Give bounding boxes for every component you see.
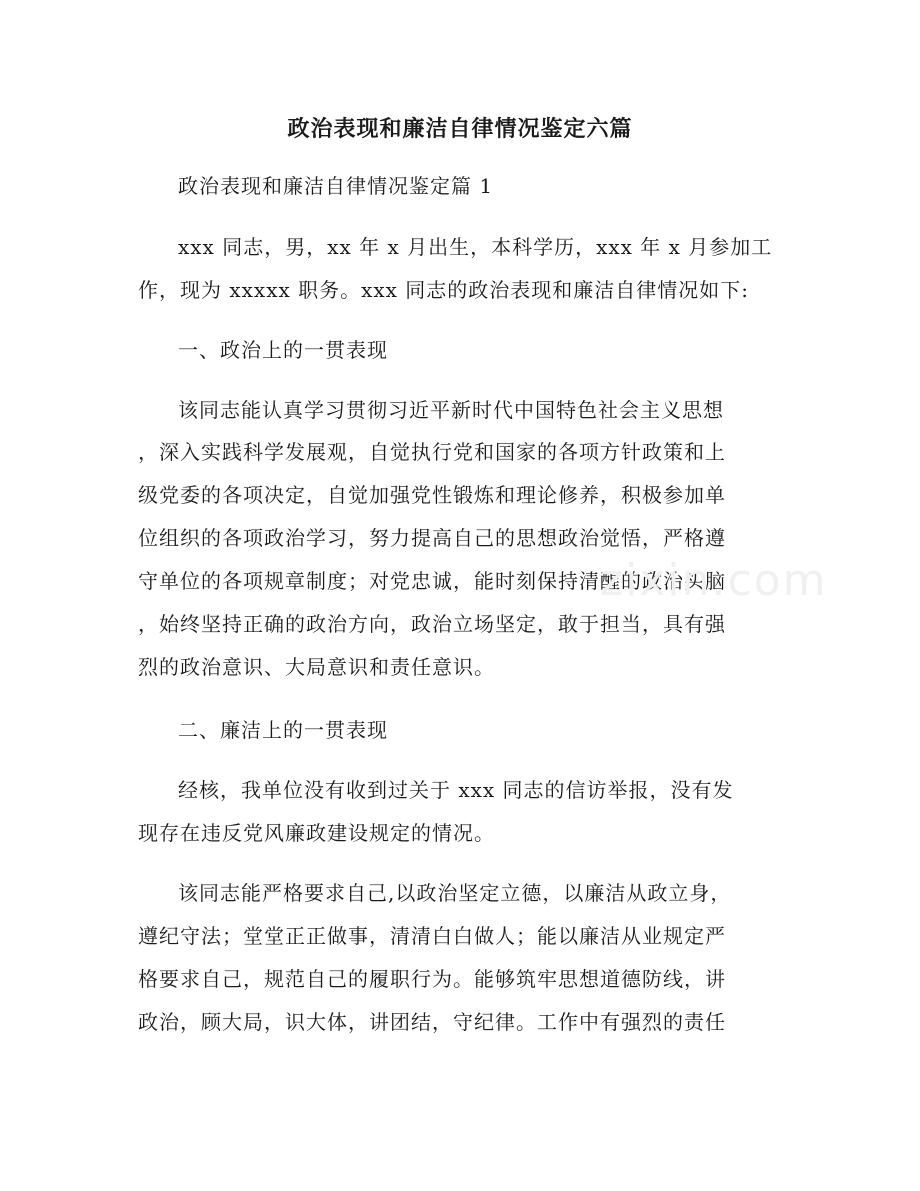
paragraph-line: 作，现为 xxxxx 职务。xxx 同志的政治表现和廉洁自律情况如下: bbox=[138, 278, 750, 302]
paragraph-line: 烈的政治意识、大局意识和责任意识。 bbox=[138, 655, 495, 679]
watermark: zixin.com bbox=[600, 555, 828, 606]
document-title: 政治表现和廉洁自律情况鉴定六篇 bbox=[287, 116, 633, 142]
section-heading: 政治表现和廉洁自律情况鉴定篇 1 bbox=[178, 174, 494, 198]
paragraph-line: 级党委的各项决定，自觉加强党性锻炼和理论修养，积极参加单 bbox=[138, 483, 726, 507]
paragraph-line: 政治，顾大局，识大体，讲团结，守纪律。工作中有强烈的责任 bbox=[138, 1010, 726, 1034]
subheading-integrity: 二、廉洁上的一贯表现 bbox=[178, 718, 388, 742]
paragraph-line: 经核，我单位没有收到过关于 xxx 同志的信访举报，没有发 bbox=[178, 778, 734, 802]
paragraph-line: ，深入实践科学发展观，自觉执行党和国家的各项方针政策和上 bbox=[138, 440, 726, 464]
paragraph-line: xxx 同志，男，xx 年 x 月出生，本科学历，xxx 年 x 月参加工 bbox=[178, 235, 773, 259]
paragraph-line: 该同志能认真学习贯彻习近平新时代中国特色社会主义思想 bbox=[178, 398, 724, 422]
paragraph-line: 遵纪守法；堂堂正正做事，清清白白做人；能以廉洁从业规定严 bbox=[138, 924, 726, 948]
paragraph-line: 该同志能严格要求自己,以政治坚定立德，以廉洁从政立身， bbox=[178, 881, 732, 905]
paragraph-line: 守单位的各项规章制度；对党忠诚，能时刻保持清醒的政治头脑 bbox=[138, 569, 726, 593]
paragraph-line: ，始终坚持正确的政治方向，政治立场坚定，敢于担当，具有强 bbox=[138, 612, 726, 636]
paragraph-line: 格要求自己，规范自己的履职行为。能够筑牢思想道德防线，讲 bbox=[138, 967, 726, 991]
subheading-political: 一、政治上的一贯表现 bbox=[178, 338, 388, 362]
paragraph-line: 现存在违反党风廉政建设规定的情况。 bbox=[138, 821, 495, 845]
paragraph-line: 位组织的各项政治学习，努力提高自己的思想政治觉悟，严格遵 bbox=[138, 526, 726, 550]
